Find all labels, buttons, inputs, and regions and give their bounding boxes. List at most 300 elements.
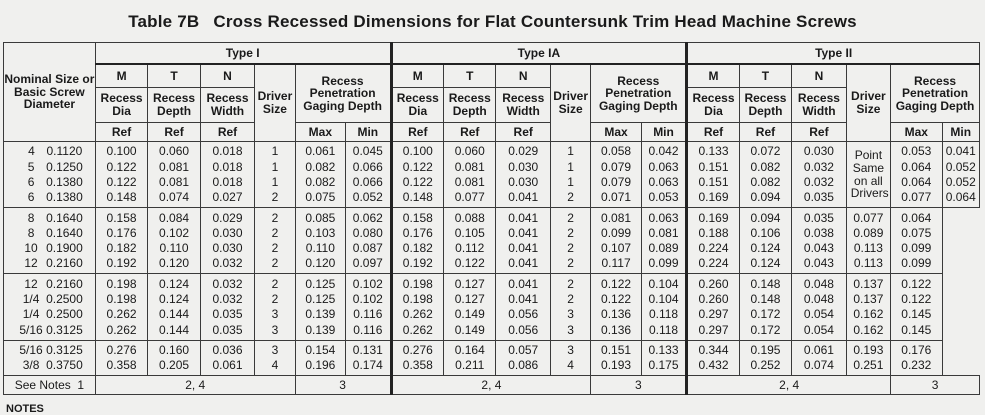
notes-type-i: 2, 4 [95, 376, 295, 395]
col-recess-dia: Recess Dia [95, 88, 147, 123]
penetration-max-cell: 0.125 [295, 274, 345, 292]
penetration-max-cell: 0.137 [846, 292, 890, 307]
recess-width-cell: 0.032 [200, 274, 254, 292]
driver-size-cell: 4 [550, 358, 590, 376]
penetration-min-cell: 0.064 [942, 190, 979, 208]
col-ref: Ref [148, 123, 200, 142]
penetration-max-cell: 0.139 [295, 322, 345, 340]
recess-width-cell: 0.038 [792, 225, 846, 240]
penetration-min-cell: 0.118 [641, 307, 686, 322]
driver-size-cell: 2 [255, 256, 295, 274]
penetration-max-cell: 0.064 [891, 159, 942, 174]
recess-dia-cell: 0.276 [95, 340, 147, 358]
col-max: Max [891, 123, 942, 142]
recess-depth-cell: 0.094 [739, 208, 791, 226]
col-recess-penetration: Recess Penetration Gaging Depth [891, 64, 980, 123]
type-i-header: Type I [95, 43, 391, 65]
recess-dia-cell: 0.122 [391, 159, 443, 174]
penetration-min-cell: 0.081 [641, 225, 686, 240]
recess-depth-cell: 0.105 [444, 225, 496, 240]
notes-row [4, 376, 980, 395]
penetration-min-cell: 0.042 [641, 142, 686, 160]
recess-dia-cell: 0.262 [95, 322, 147, 340]
recess-dia-cell: 0.344 [687, 340, 739, 358]
screw-size: 5 [27, 159, 35, 174]
penetration-max-cell: 0.077 [846, 208, 890, 226]
recess-width-cell: 0.018 [200, 175, 254, 190]
col-max: Max [295, 123, 345, 142]
table-row [4, 241, 980, 256]
recess-width-cell: 0.030 [496, 175, 550, 190]
recess-width-cell: 0.030 [200, 241, 254, 256]
penetration-max-cell: 0.082 [295, 159, 345, 174]
col-min: Min [346, 123, 391, 142]
col-recess-depth: Recess Depth [444, 88, 496, 123]
col-driver-size: Driver Size [846, 64, 890, 142]
recess-width-cell: 0.048 [792, 292, 846, 307]
penetration-max-cell: 0.151 [591, 340, 641, 358]
table-row [4, 142, 980, 160]
recess-depth-cell: 0.211 [444, 358, 496, 376]
recess-depth-cell: 0.081 [148, 159, 200, 174]
penetration-min-cell: 0.145 [891, 322, 942, 340]
recess-width-cell: 0.041 [496, 225, 550, 240]
recess-dia-cell: 0.262 [391, 307, 443, 322]
driver-size-cell: 2 [550, 256, 590, 274]
penetration-min-cell: 0.052 [346, 190, 391, 208]
recess-depth-cell: 0.144 [148, 322, 200, 340]
driver-size-cell: 3 [255, 340, 295, 358]
table-row [4, 208, 980, 226]
penetration-min-cell: 0.122 [891, 274, 942, 292]
penetration-max-cell: 0.193 [846, 340, 890, 358]
recess-depth-cell: 0.124 [739, 256, 791, 274]
recess-depth-cell: 0.160 [148, 340, 200, 358]
recess-width-cell: 0.032 [792, 175, 846, 190]
penetration-max-cell: 0.154 [295, 340, 345, 358]
recess-depth-cell: 0.144 [148, 307, 200, 322]
recess-depth-cell: 0.077 [444, 190, 496, 208]
penetration-max-cell: 0.089 [846, 225, 890, 240]
screw-size: 4 [28, 144, 35, 159]
nominal-size-cell [4, 256, 96, 274]
row-group [4, 340, 980, 376]
screw-diameter: 0.1640 [46, 225, 83, 240]
recess-width-cell: 0.061 [200, 358, 254, 376]
nominal-size-cell [4, 225, 96, 240]
driver-size-cell: 2 [550, 190, 590, 208]
col-recess-width: Recess Width [200, 88, 254, 123]
recess-depth-cell: 0.082 [739, 175, 791, 190]
col-ref: Ref [687, 123, 739, 142]
recess-depth-cell: 0.074 [148, 190, 200, 208]
recess-width-cell: 0.041 [496, 292, 550, 307]
penetration-max-cell: 0.251 [846, 358, 890, 376]
recess-depth-cell: 0.148 [739, 292, 791, 307]
driver-size-cell: 1 [255, 175, 295, 190]
nominal-size-cell [4, 358, 96, 376]
screw-diameter: 0.2160 [46, 256, 83, 271]
see-notes-label: See Notes [14, 377, 71, 392]
penetration-min-cell: 0.174 [346, 358, 391, 376]
driver-size-cell: 1 [255, 159, 295, 174]
screw-size: 12 [24, 256, 38, 271]
table-caption: Cross Recessed Dimensions for Flat Countersunk Trim Head Machine Screws [213, 12, 857, 31]
recess-width-cell: 0.032 [200, 292, 254, 307]
col-ref: Ref [739, 123, 791, 142]
screw-diameter: 0.1120 [46, 144, 83, 159]
recess-width-cell: 0.018 [200, 142, 254, 160]
notes-type-ii-penetration: 3 [891, 376, 980, 395]
recess-dia-cell: 0.158 [391, 208, 443, 226]
recess-width-cell: 0.032 [792, 159, 846, 174]
col-min: Min [641, 123, 686, 142]
col-recess-dia: Recess Dia [687, 88, 739, 123]
notes-type-ii: 2, 4 [687, 376, 891, 395]
recess-dia-cell: 0.297 [687, 307, 739, 322]
recess-width-cell: 0.041 [496, 241, 550, 256]
penetration-min-cell: 0.232 [891, 358, 942, 376]
recess-width-cell: 0.029 [200, 208, 254, 226]
recess-dia-cell: 0.198 [95, 274, 147, 292]
penetration-max-cell: 0.071 [591, 190, 641, 208]
recess-depth-cell: 0.172 [739, 307, 791, 322]
recess-depth-cell: 0.164 [444, 340, 496, 358]
driver-size-cell: 1 [550, 175, 590, 190]
table-number: Table 7B [128, 12, 200, 31]
col-n: N [200, 64, 254, 88]
screw-size: 10 [24, 241, 38, 256]
recess-width-cell: 0.036 [200, 340, 254, 358]
driver-size-cell: 1 [255, 142, 295, 160]
recess-depth-cell: 0.060 [148, 142, 200, 160]
nominal-size-cell [4, 307, 96, 322]
table-row [4, 159, 980, 174]
penetration-min-cell: 0.104 [641, 292, 686, 307]
penetration-min-cell: 0.063 [641, 175, 686, 190]
col-recess-width: Recess Width [496, 88, 550, 123]
penetration-min-cell: 0.063 [641, 208, 686, 226]
table-row [4, 322, 980, 340]
recess-width-cell: 0.035 [200, 322, 254, 340]
recess-width-cell: 0.086 [496, 358, 550, 376]
recess-dia-cell: 0.133 [687, 142, 739, 160]
penetration-max-cell: 0.077 [891, 190, 942, 208]
recess-dia-cell: 0.260 [687, 274, 739, 292]
recess-dia-cell: 0.432 [687, 358, 739, 376]
recess-dia-cell: 0.176 [95, 225, 147, 240]
recess-width-cell: 0.030 [200, 225, 254, 240]
penetration-max-cell: 0.079 [591, 159, 641, 174]
penetration-max-cell: 0.082 [295, 175, 345, 190]
recess-depth-cell: 0.081 [444, 159, 496, 174]
recess-depth-cell: 0.084 [148, 208, 200, 226]
recess-width-cell: 0.054 [792, 307, 846, 322]
recess-dia-cell: 0.158 [95, 208, 147, 226]
col-ref: Ref [444, 123, 496, 142]
recess-dia-cell: 0.192 [95, 256, 147, 274]
row-group [4, 142, 980, 208]
driver-size-cell: 4 [255, 358, 295, 376]
screw-size: 1/4 [22, 292, 40, 307]
driver-size-cell: 2 [550, 292, 590, 307]
col-t: T [148, 64, 200, 88]
penetration-min-cell: 0.099 [891, 256, 942, 274]
recess-dia-cell: 0.148 [391, 190, 443, 208]
screw-diameter: 0.1640 [46, 210, 83, 225]
recess-dia-cell: 0.176 [391, 225, 443, 240]
recess-dia-cell: 0.276 [391, 340, 443, 358]
recess-width-cell: 0.041 [496, 256, 550, 274]
penetration-min-cell: 0.063 [641, 159, 686, 174]
recess-depth-cell: 0.127 [444, 274, 496, 292]
penetration-max-cell: 0.122 [591, 274, 641, 292]
recess-depth-cell: 0.106 [739, 225, 791, 240]
penetration-min-cell: 0.089 [641, 241, 686, 256]
recess-depth-cell: 0.149 [444, 322, 496, 340]
type-ii-header: Type II [687, 43, 980, 65]
col-m: M [95, 64, 147, 88]
see-notes-number: 1 [77, 377, 85, 392]
row-group [4, 274, 980, 340]
table-row [4, 256, 980, 274]
col-m: M [687, 64, 739, 88]
nominal-size-cell [4, 274, 96, 292]
penetration-max-cell: 0.064 [891, 175, 942, 190]
col-driver-size: Driver Size [550, 64, 590, 142]
col-ref: Ref [792, 123, 846, 142]
nominal-size-cell [4, 292, 96, 307]
penetration-min-cell: 0.052 [942, 175, 979, 190]
penetration-max-cell: 0.058 [591, 142, 641, 160]
penetration-max-cell: 0.120 [295, 256, 345, 274]
recess-depth-cell: 0.149 [444, 307, 496, 322]
penetration-max-cell: 0.107 [591, 241, 641, 256]
penetration-min-cell: 0.175 [641, 358, 686, 376]
see-notes-cell [4, 376, 96, 395]
type-ia-header: Type IA [391, 43, 687, 65]
driver-size-cell: 2 [255, 190, 295, 208]
nominal-size-cell [4, 208, 96, 226]
recess-dia-cell: 0.182 [391, 241, 443, 256]
screw-size: 5/16 [19, 322, 43, 337]
penetration-min-cell: 0.075 [891, 225, 942, 240]
penetration-max-cell: 0.099 [591, 225, 641, 240]
col-n: N [792, 64, 846, 88]
recess-depth-cell: 0.127 [444, 292, 496, 307]
notes-heading: NOTES [6, 403, 44, 415]
col-recess-depth: Recess Depth [739, 88, 791, 123]
penetration-min-cell: 0.062 [346, 208, 391, 226]
recess-depth-cell: 0.110 [148, 241, 200, 256]
recess-width-cell: 0.035 [200, 307, 254, 322]
screw-size: 1/4 [22, 307, 40, 322]
recess-width-cell: 0.048 [792, 274, 846, 292]
recess-depth-cell: 0.081 [148, 175, 200, 190]
recess-depth-cell: 0.172 [739, 322, 791, 340]
col-min: Min [942, 123, 979, 142]
recess-depth-cell: 0.122 [444, 256, 496, 274]
recess-dia-cell: 0.122 [95, 175, 147, 190]
nominal-size-cell [4, 322, 96, 340]
recess-dia-cell: 0.260 [687, 292, 739, 307]
penetration-min-cell: 0.080 [346, 225, 391, 240]
nominal-size-cell [4, 241, 96, 256]
driver-size-cell: 3 [255, 322, 295, 340]
penetration-min-cell: 0.133 [641, 340, 686, 358]
nominal-size-header: Nominal Size or Basic Screw Diameter [4, 43, 96, 142]
col-ref: Ref [496, 123, 550, 142]
col-ref: Ref [200, 123, 254, 142]
recess-dia-cell: 0.297 [687, 322, 739, 340]
driver-size-cell: 3 [255, 307, 295, 322]
screw-size: 12 [24, 276, 38, 291]
recess-width-cell: 0.035 [792, 208, 846, 226]
penetration-max-cell: 0.193 [591, 358, 641, 376]
penetration-max-cell: 0.117 [591, 256, 641, 274]
recess-width-cell: 0.054 [792, 322, 846, 340]
driver-size-cell: 2 [255, 274, 295, 292]
table-row [4, 225, 980, 240]
penetration-min-cell: 0.053 [641, 190, 686, 208]
penetration-max-cell: 0.103 [295, 225, 345, 240]
recess-width-cell: 0.030 [496, 159, 550, 174]
recess-width-cell: 0.056 [496, 307, 550, 322]
recess-dia-cell: 0.198 [391, 292, 443, 307]
penetration-min-cell: 0.176 [891, 340, 942, 358]
notes-type-i-penetration: 3 [295, 376, 391, 395]
penetration-min-cell: 0.097 [346, 256, 391, 274]
recess-width-cell: 0.043 [792, 241, 846, 256]
penetration-max-cell: 0.110 [295, 241, 345, 256]
recess-depth-cell: 0.082 [739, 159, 791, 174]
penetration-min-cell: 0.118 [641, 322, 686, 340]
recess-width-cell: 0.061 [792, 340, 846, 358]
col-driver-size: Driver Size [255, 64, 295, 142]
penetration-min-cell: 0.102 [346, 292, 391, 307]
recess-dia-cell: 0.198 [391, 274, 443, 292]
recess-depth-cell: 0.148 [739, 274, 791, 292]
penetration-min-cell: 0.099 [641, 256, 686, 274]
penetration-min-cell: 0.131 [346, 340, 391, 358]
screw-diameter: 0.3125 [46, 322, 83, 337]
penetration-min-cell: 0.122 [891, 292, 942, 307]
recess-dia-cell: 0.100 [391, 142, 443, 160]
recess-depth-cell: 0.102 [148, 225, 200, 240]
recess-width-cell: 0.029 [496, 142, 550, 160]
driver-size-cell: 3 [550, 322, 590, 340]
col-n: N [496, 64, 550, 88]
recess-dia-cell: 0.122 [95, 159, 147, 174]
recess-depth-cell: 0.252 [739, 358, 791, 376]
recess-dia-cell: 0.169 [687, 190, 739, 208]
recess-dia-cell: 0.224 [687, 256, 739, 274]
driver-size-cell: 3 [550, 307, 590, 322]
recess-width-cell: 0.027 [200, 190, 254, 208]
screw-diameter: 0.2500 [46, 307, 83, 322]
recess-depth-cell: 0.094 [739, 190, 791, 208]
penetration-max-cell: 0.113 [846, 256, 890, 274]
recess-width-cell: 0.074 [792, 358, 846, 376]
screw-diameter: 0.1900 [46, 241, 83, 256]
penetration-min-cell: 0.066 [346, 175, 391, 190]
screw-size: 3/8 [22, 358, 40, 373]
recess-depth-cell: 0.112 [444, 241, 496, 256]
recess-dia-cell: 0.198 [95, 292, 147, 307]
penetration-min-cell: 0.052 [942, 159, 979, 174]
recess-width-cell: 0.032 [200, 256, 254, 274]
recess-depth-cell: 0.081 [444, 175, 496, 190]
recess-width-cell: 0.018 [200, 159, 254, 174]
penetration-max-cell: 0.085 [295, 208, 345, 226]
recess-dia-cell: 0.148 [95, 190, 147, 208]
recess-width-cell: 0.030 [792, 142, 846, 160]
col-recess-dia: Recess Dia [391, 88, 443, 123]
col-recess-width: Recess Width [792, 88, 846, 123]
penetration-max-cell: 0.162 [846, 322, 890, 340]
penetration-max-cell: 0.162 [846, 307, 890, 322]
col-m: M [391, 64, 443, 88]
recess-depth-cell: 0.195 [739, 340, 791, 358]
nominal-size-cell [4, 142, 96, 160]
penetration-min-cell: 0.087 [346, 241, 391, 256]
penetration-min-cell: 0.045 [346, 142, 391, 160]
penetration-min-cell: 0.064 [891, 208, 942, 226]
recess-depth-cell: 0.060 [444, 142, 496, 160]
screw-diameter: 0.1250 [46, 159, 83, 174]
recess-depth-cell: 0.124 [148, 292, 200, 307]
col-recess-depth: Recess Depth [148, 88, 200, 123]
driver-size-cell: 2 [255, 292, 295, 307]
table-row [4, 358, 980, 376]
col-max: Max [591, 123, 641, 142]
recess-dia-cell: 0.151 [687, 175, 739, 190]
penetration-max-cell: 0.136 [591, 322, 641, 340]
driver-size-cell: 1 [550, 142, 590, 160]
driver-size-cell: 2 [550, 208, 590, 226]
penetration-min-cell: 0.102 [346, 274, 391, 292]
col-ref: Ref [391, 123, 443, 142]
penetration-max-cell: 0.196 [295, 358, 345, 376]
recess-dia-cell: 0.262 [95, 307, 147, 322]
recess-width-cell: 0.041 [496, 190, 550, 208]
recess-width-cell: 0.041 [496, 208, 550, 226]
driver-size-cell: 2 [255, 225, 295, 240]
table-row [4, 274, 980, 292]
screw-diameter: 0.3750 [46, 358, 83, 373]
driver-size-cell: 2 [550, 225, 590, 240]
recess-dia-cell: 0.188 [687, 225, 739, 240]
screw-diameter: 0.1380 [46, 190, 83, 205]
table-row [4, 292, 980, 307]
penetration-min-cell: 0.145 [891, 307, 942, 322]
recess-dia-cell: 0.100 [95, 142, 147, 160]
penetration-min-cell: 0.099 [891, 241, 942, 256]
table-row [4, 175, 980, 190]
screw-diameter: 0.2160 [46, 276, 83, 291]
recess-depth-cell: 0.124 [739, 241, 791, 256]
table-row [4, 340, 980, 358]
recess-dia-cell: 0.358 [95, 358, 147, 376]
driver-size-cell: 2 [255, 208, 295, 226]
recess-width-cell: 0.057 [496, 340, 550, 358]
screw-size: 6 [27, 190, 35, 205]
recess-depth-cell: 0.088 [444, 208, 496, 226]
col-ref: Ref [95, 123, 147, 142]
screw-diameter: 0.1380 [46, 174, 83, 189]
penetration-min-cell: 0.041 [942, 142, 979, 160]
penetration-min-cell: 0.104 [641, 274, 686, 292]
